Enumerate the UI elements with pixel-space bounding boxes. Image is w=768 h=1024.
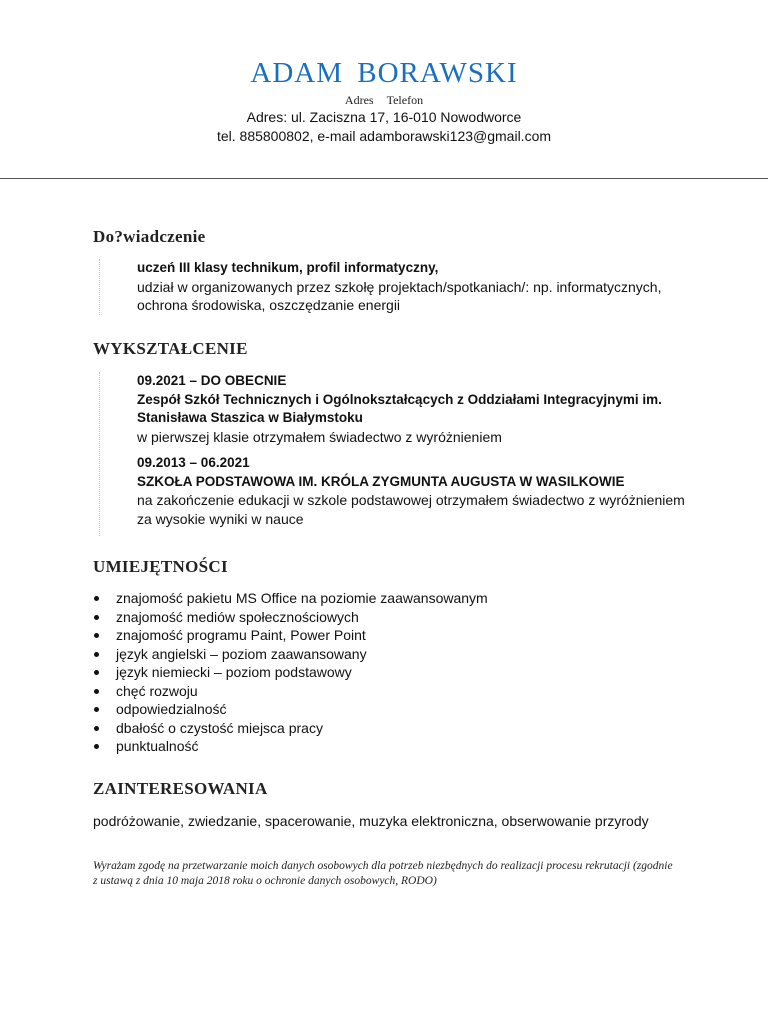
list-item: dbałość o czystość miejsca pracy bbox=[93, 719, 488, 738]
bullet-icon bbox=[94, 615, 99, 620]
bullet-icon bbox=[94, 670, 99, 675]
education-school: SZKOŁA PODSTAWOWA IM. KRÓLA ZYGMUNTA AUGUSTA W WASILKOWIE bbox=[137, 473, 625, 489]
list-item: język angielski – poziom zaawansowany bbox=[93, 645, 488, 664]
bullet-icon bbox=[94, 744, 99, 749]
education-dates: 09.2021 – DO OBECNIE bbox=[137, 373, 287, 388]
candidate-name: ADAM BORAWSKI bbox=[250, 57, 518, 89]
experience-block bbox=[99, 259, 697, 315]
education-note: na zakończenie edukacji w szkole podstawowej otrzymałem świadectwo z wyróżnieniem za wysokie wyniki w nauce bbox=[137, 492, 685, 527]
bullet-icon bbox=[94, 726, 99, 731]
experience-line-1: uczeń III klasy technikum, profil informatyczny, bbox=[137, 260, 439, 275]
subline-address-label: Adres bbox=[344, 93, 374, 107]
education-dates: 09.2013 – 06.2021 bbox=[137, 455, 250, 470]
contact-subline bbox=[0, 92, 768, 108]
education-heading: WYKSZTAŁCENIE bbox=[93, 339, 248, 358]
skills-heading: UMIEJĘTNOŚCI bbox=[93, 557, 228, 576]
skills-list bbox=[93, 589, 488, 756]
list-item: znajomość pakietu MS Office na poziomie zaawansowanym bbox=[93, 589, 488, 608]
resume-header bbox=[0, 56, 768, 146]
education-block bbox=[99, 372, 697, 536]
header-divider bbox=[0, 178, 768, 179]
address-line: Adres: ul. Zaciszna 17, 16-010 Nowodworce bbox=[246, 109, 522, 125]
experience-heading: Do?wiadczenie bbox=[93, 227, 206, 246]
list-item: język niemiecki – poziom podstawowy bbox=[93, 663, 488, 682]
bullet-icon bbox=[94, 707, 99, 712]
bullet-icon bbox=[94, 633, 99, 638]
contact-line: tel. 885800802, e-mail adamborawski123@gmail.com bbox=[216, 128, 552, 144]
list-item: chęć rozwoju bbox=[93, 682, 488, 701]
bullet-icon bbox=[94, 689, 99, 694]
education-school: Zespół Szkół Technicznych i Ogólnokształcących z Oddziałami Integracyjnymi im. Stanisława Staszica w Białymstoku bbox=[137, 391, 662, 425]
bullet-icon bbox=[94, 596, 99, 601]
list-item: odpowiedzialność bbox=[93, 700, 488, 719]
subline-phone-label: Telefon bbox=[386, 93, 424, 107]
interests-text: podróżowanie, zwiedzanie, spacerowanie, muzyka elektroniczna, obserwowanie przyrody bbox=[93, 813, 649, 829]
experience-line-2: udział w organizowanych przez szkołę projektach/spotkaniach/: np. informatycznych, ochrona środowiska, oszczędzanie energii bbox=[137, 278, 662, 313]
bullet-icon bbox=[94, 652, 99, 657]
education-note: w pierwszej klasie otrzymałem świadectwo z wyróżnieniem bbox=[137, 428, 502, 445]
list-item: znajomość programu Paint, Power Point bbox=[93, 626, 488, 645]
gdpr-consent-clause: Wyrażam zgodę na przetwarzanie moich danych osobowych dla potrzeb niezbędnych do realizacji procesu rekrutacji (zgodnie z ustawą z dnia 10 maja 2018 roku o ochronie danych osobowych, RODO) bbox=[93, 860, 673, 887]
list-item: punktualność bbox=[93, 737, 488, 756]
interests-heading: ZAINTERESOWANIA bbox=[93, 779, 268, 798]
list-item: znajomość mediów społecznościowych bbox=[93, 608, 488, 627]
education-entry bbox=[137, 454, 697, 528]
education-entry bbox=[137, 372, 697, 446]
